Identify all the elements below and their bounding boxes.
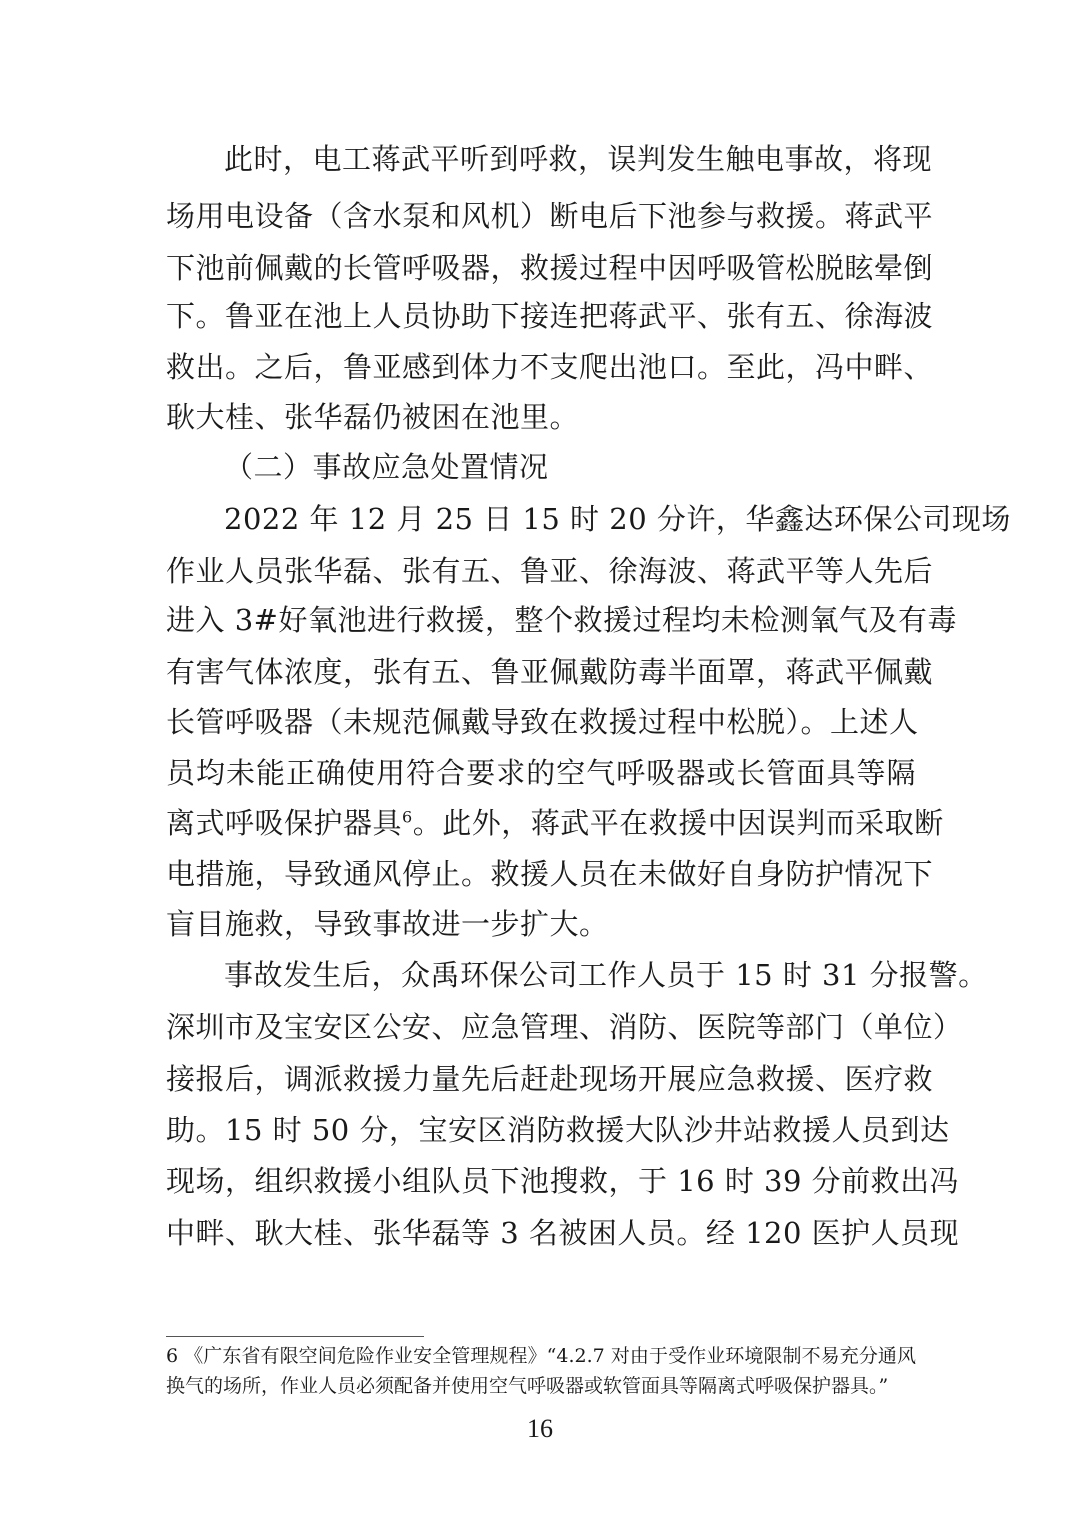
paragraph-line: 助。15 时 50 分，宝安区消防救援大队沙井站救援人员到达: [166, 1113, 950, 1147]
paragraph-line: 下。鲁亚在池上人员协助下接连把蒋武平、张有五、徐海波: [166, 299, 934, 333]
paragraph-line: [166, 795, 944, 851]
paragraph-line: 救出。之后，鲁亚感到体力不支爬出池口。至此，冯中畔、: [166, 350, 934, 384]
page-number: 16: [527, 1414, 553, 1443]
text-segment: 离式呼吸保护器具: [166, 806, 403, 840]
paragraph-line: 盲目施救，导致事故进一步扩大。: [166, 907, 609, 941]
paragraph-line: 此时，电工蒋武平听到呼救，误判发生触电事故，将现: [224, 142, 933, 176]
footnote-text: 换气的场所，作业人员必须配备并使用空气呼吸器或软管面具等隔离式呼吸保护器具。”: [166, 1375, 889, 1397]
paragraph-line: 耿大桂、张华磊仍被困在池里。: [166, 400, 580, 434]
paragraph-line: 下池前佩戴的长管呼吸器，救援过程中因呼吸管松脱眩晕倒: [166, 251, 934, 285]
paragraph-line: 现场，组织救援小组队员下池搜救，于 16 时 39 分前救出冯: [166, 1164, 960, 1198]
paragraph-line: 员均未能正确使用符合要求的空气呼吸器或长管面具等隔: [166, 756, 916, 790]
paragraph-line: 深圳市及宝安区公安、应急管理、消防、医院等部门（单位）: [166, 1010, 963, 1044]
footnote-divider: [166, 1336, 424, 1337]
paragraph-line: 场用电设备（含水泵和风机）断电后下池参与救援。蒋武平: [166, 199, 934, 233]
paragraph-line: 进入 3#好氧池进行救援，整个救援过程均未检测氧气及有毒: [166, 603, 957, 637]
section-heading: （二）事故应急处置情况: [224, 450, 549, 484]
paragraph-line: 事故发生后，众禹环保公司工作人员于 15 时 31 分报警。: [224, 958, 988, 992]
text-segment: 。此外，蒋武平在救援中因误判而采取断: [412, 806, 944, 840]
paragraph-line: 有害气体浓度，张有五、鲁亚佩戴防毒半面罩，蒋武平佩戴: [166, 655, 934, 689]
paragraph-line: 长管呼吸器（未规范佩戴导致在救援过程中松脱）。上述人: [166, 705, 919, 739]
paragraph-line: 接报后，调派救援力量先后赶赴现场开展应急救援、医疗救: [166, 1062, 934, 1096]
paragraph-line: 电措施，导致通风停止。救援人员在未做好自身防护情况下: [166, 857, 934, 891]
footnote-reference[interactable]: 6: [402, 807, 413, 827]
paragraph-line: 2022 年 12 月 25 日 15 时 20 分许，华鑫达环保公司现场: [224, 502, 1011, 536]
paragraph-line: 中畔、耿大桂、张华磊等 3 名被困人员。经 120 医护人员现: [166, 1216, 960, 1250]
paragraph-line: 作业人员张华磊、张有五、鲁亚、徐海波、蒋武平等人先后: [166, 554, 934, 588]
footnote-text: 6 《广东省有限空间危险作业安全管理规程》“4.2.7 对由于受作业环境限制不易充分通风: [166, 1345, 916, 1367]
